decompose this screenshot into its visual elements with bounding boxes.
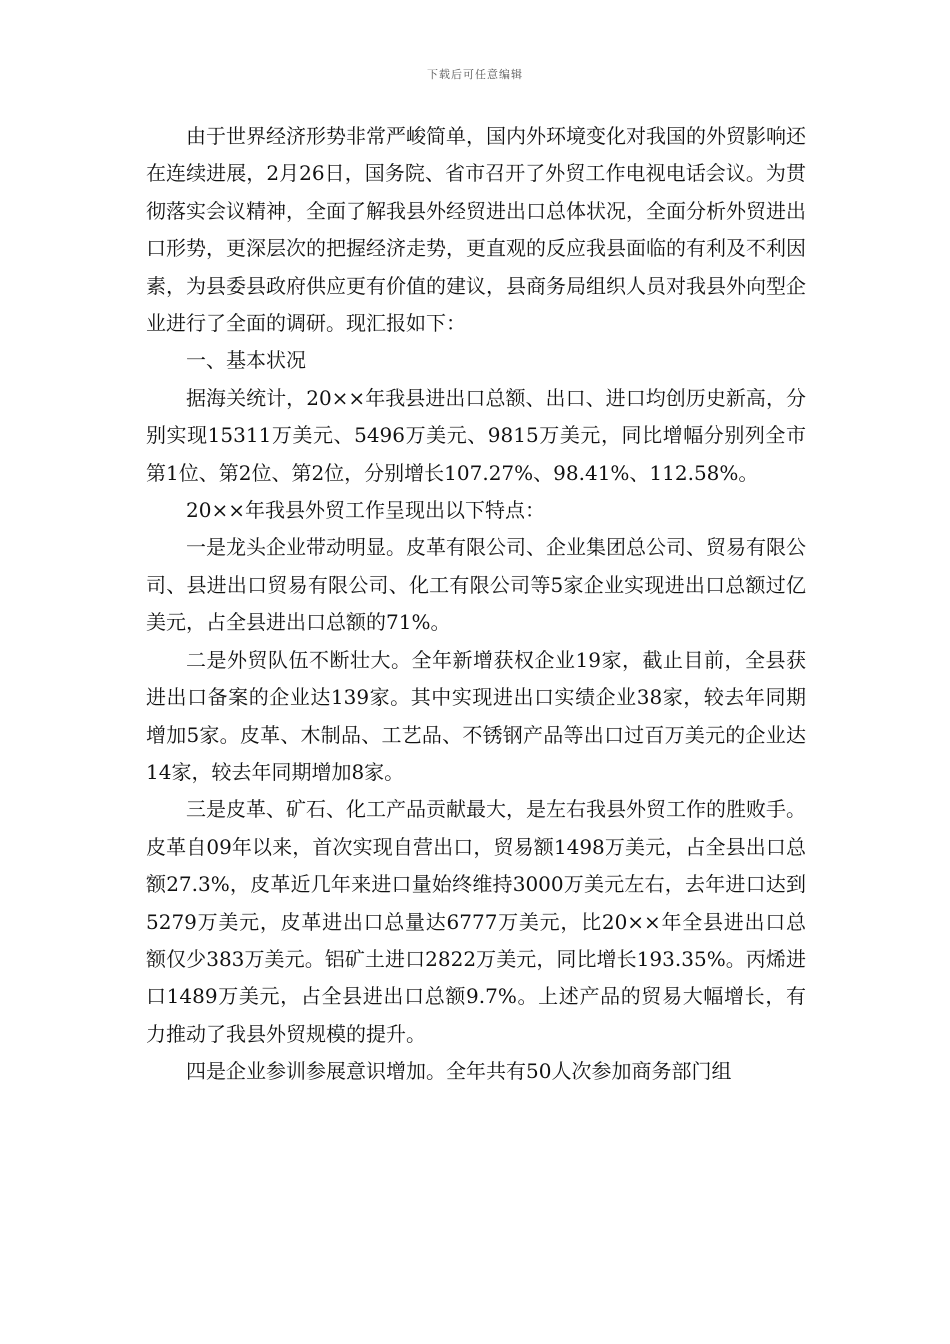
paragraph-feature-four: 四是企业参训参展意识增加。全年共有50人次参加商务部门组 (186, 1059, 732, 1084)
document-body (146, 118, 806, 1091)
paragraph-feature-three: 三是皮革、矿石、化工产品贡献最大，是左右我县外贸工作的胜败手。皮革自09年以来，首次实现自营出口，贸易额1498万美元，占全县出口总额27.3%，皮革近几年来进口量始终维持3000万美元左右，去年进口达到5279万美元，皮革进出口总量达6777万美元，比20××年全县进出口总额仅少383万美元。铝矿土进口2822万美元，同比增长193.35%。丙烯进口1489万美元，占全县进出口总额9.7%。上述产品的贸易大幅增长，有力推动了我县外贸规模的提升。 (146, 797, 806, 1046)
page-header: 下载后可任意编辑 (427, 68, 523, 81)
paragraph-features-intro: 20××年我县外贸工作呈现出以下特点： (186, 498, 545, 523)
section-heading-basic-situation: 一、基本状况 (186, 348, 306, 373)
paragraph-feature-one: 一是龙头企业带动明显。皮革有限公司、企业集团总公司、贸易有限公司、县进出口贸易有限公司、化工有限公司等5家企业实现进出口总额过亿美元，占全县进出口总额的71%。 (146, 535, 806, 635)
paragraph-feature-two: 二是外贸队伍不断壮大。全年新增获权企业19家，截止目前，全县获进出口备案的企业达139家。其中实现进出口实绩企业38家，较去年同期增加5家。皮革、木制品、工艺品、不锈钢产品等出口过百万美元的企业达14家，较去年同期增加8家。 (146, 647, 806, 784)
paragraph-intro: 由于世界经济形势非常严峻简单，国内外环境变化对我国的外贸影响还在连续进展，2月26日，国务院、省市召开了外贸工作电视电话会议。为贯彻落实会议精神，全面了解我县外经贸进出口总体状况，全面分析外贸进出口形势，更深层次的把握经济走势，更直观的反应我县面临的有利及不利因素，为县委县政府供应更有价值的建议，县商务局组织人员对我县外向型企业进行了全面的调研。现汇报如下： (146, 124, 806, 336)
paragraph-customs-statistics: 据海关统计，20××年我县进出口总额、出口、进口均创历史新高，分别实现15311万美元、5496万美元、9815万美元，同比增幅分别列全市第1位、第2位、第2位，分别增长107.27%、98.41%、112.58%。 (146, 385, 806, 485)
